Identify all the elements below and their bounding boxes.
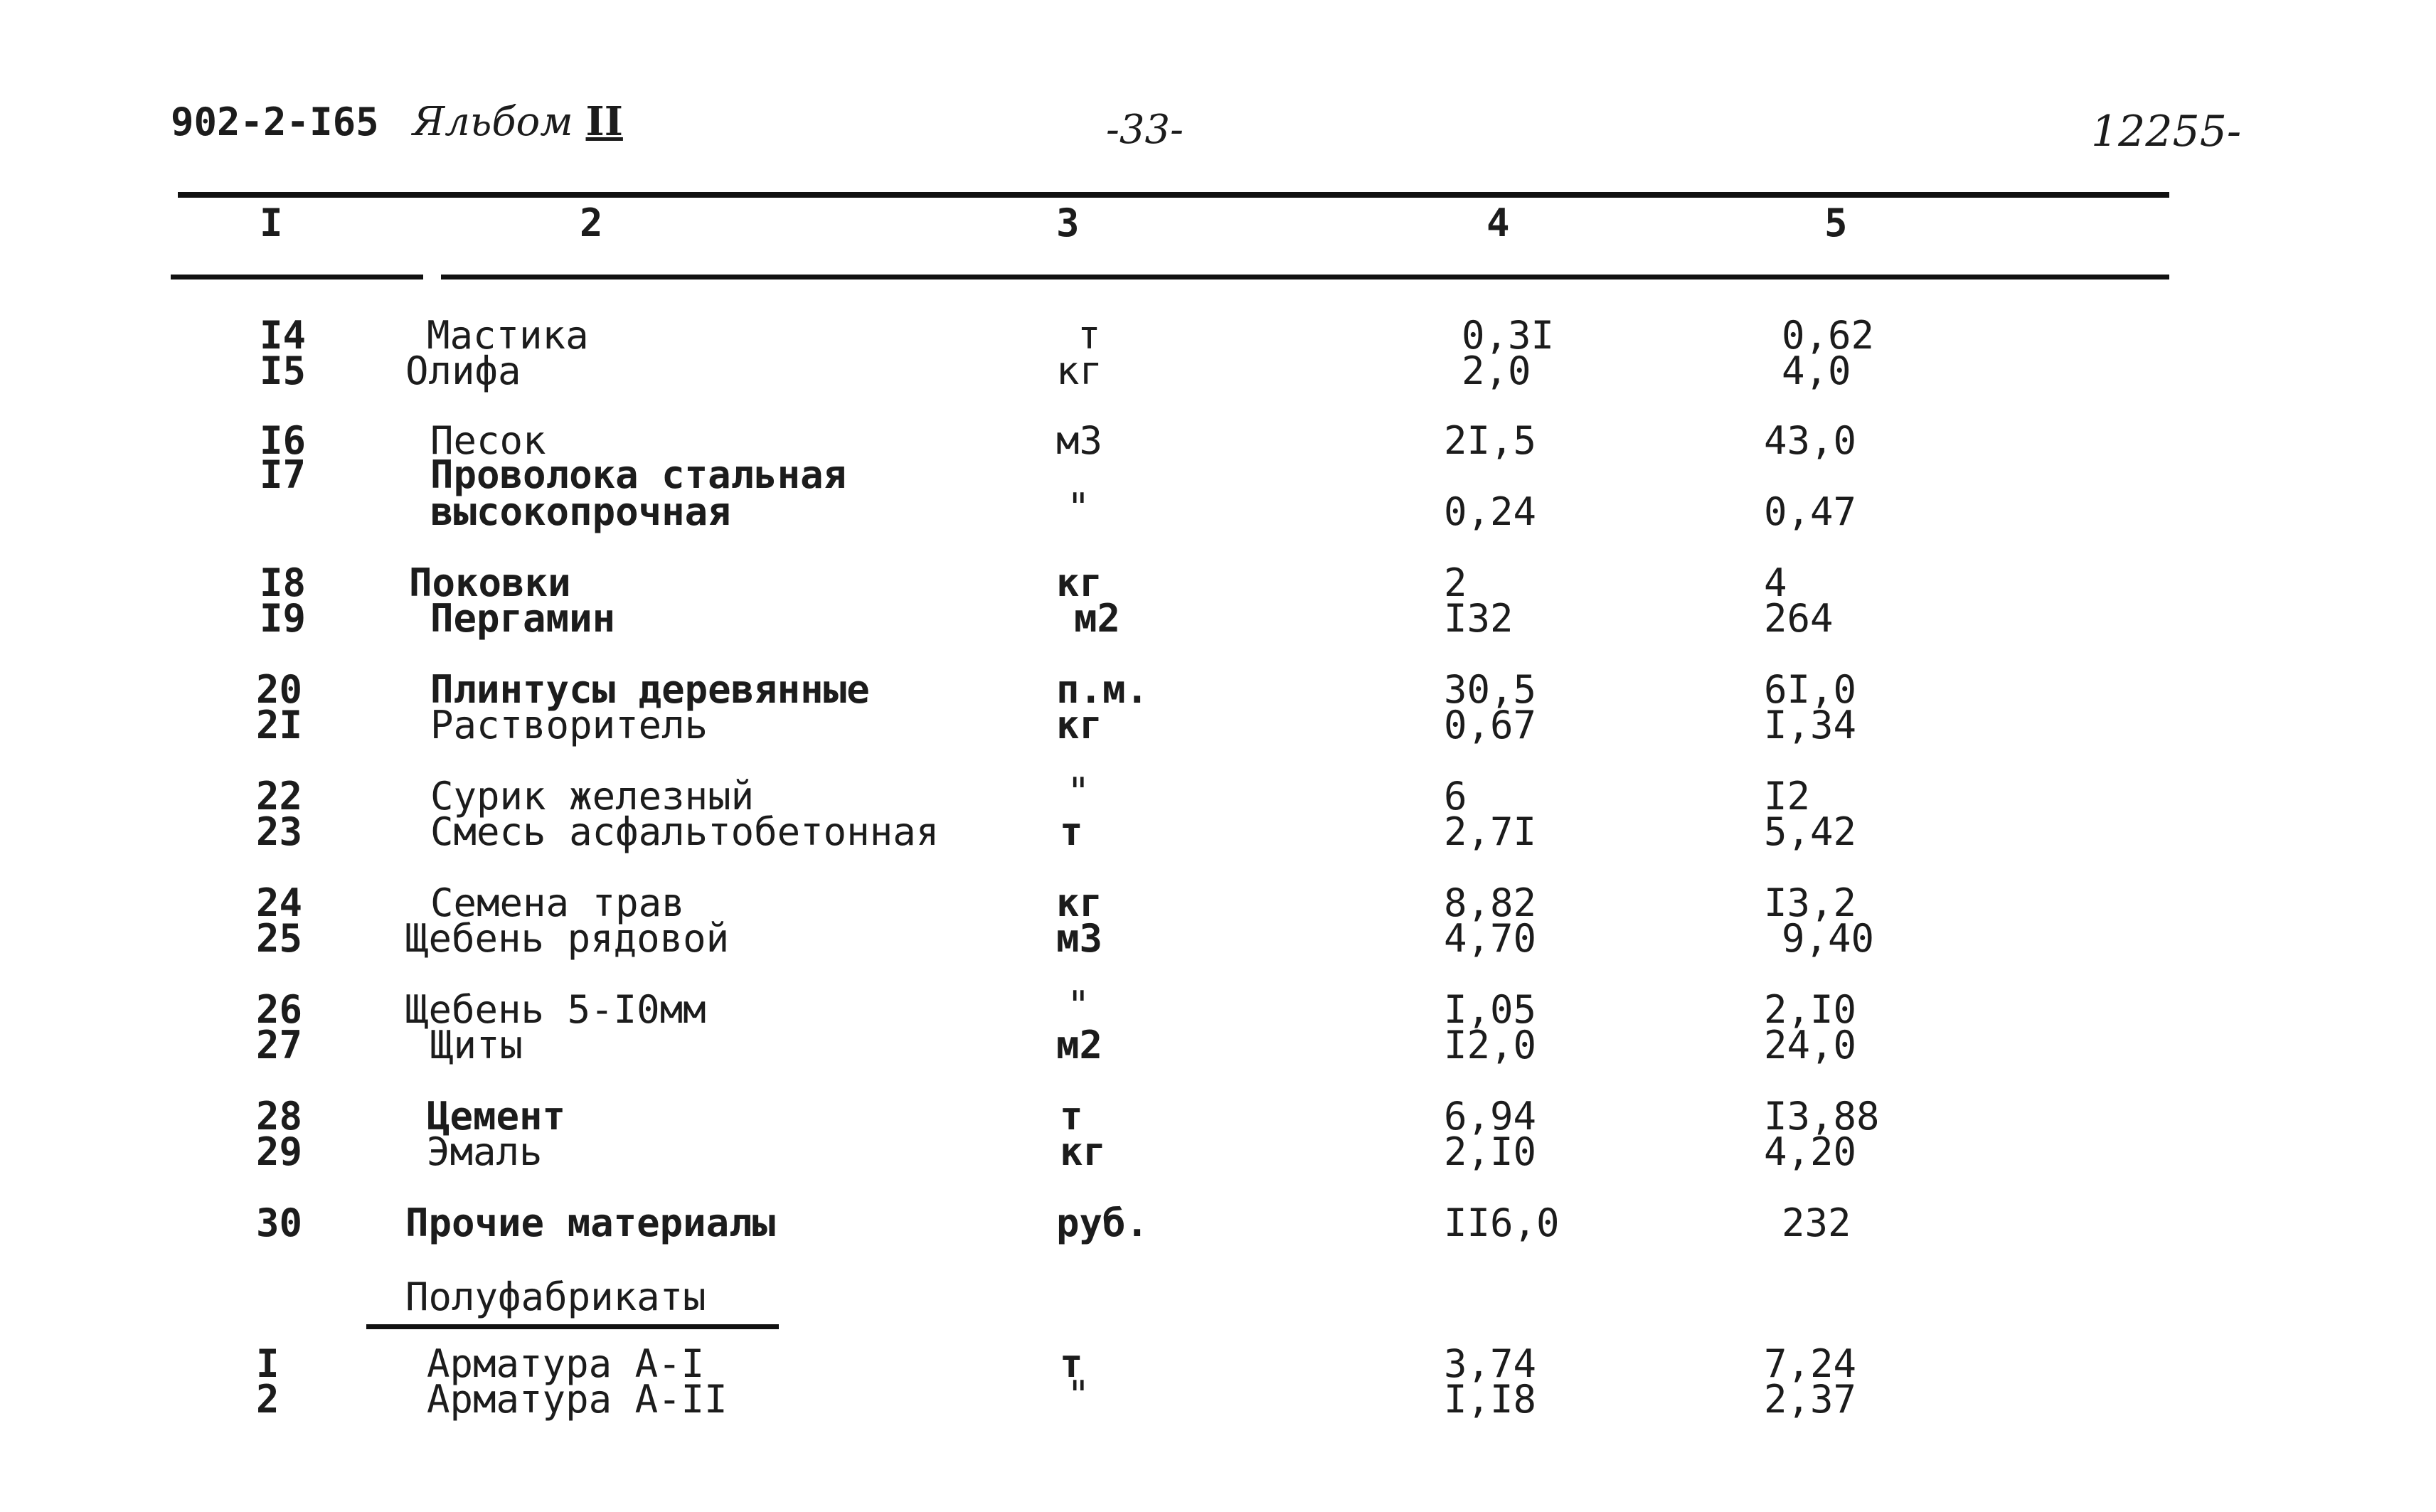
material-name: Арматура А-I [427,1341,705,1386]
header-bottom-rule-right [441,275,2169,279]
quantity-col5: 43,0 [1764,418,1857,463]
quantity-col5: 2,I0 [1764,987,1857,1032]
quantity-col4: I2,0 [1444,1023,1537,1068]
unit: п.м. [1056,667,1149,712]
section-title-underline [366,1324,779,1329]
row-number: I8 [260,560,307,605]
col-header-4: 4 [1486,201,1510,245]
quantity-col4: 2,0 [1462,348,1531,393]
quantity-col5: I2 [1764,774,1811,819]
section-title: Полуфабрикаты [405,1274,706,1319]
page-number: -33- [1106,107,1184,153]
unit: " [1067,485,1090,530]
quantity-col4: 6 [1444,774,1467,819]
material-name: Арматура А-II [427,1377,728,1422]
album-word: Яльбом [413,99,573,145]
row-number: I [256,1341,280,1386]
material-name: Щиты [430,1023,523,1068]
document-code: 902-2-I65 [171,100,379,144]
row-number: 28 [256,1094,303,1139]
unit: м3 [1056,418,1103,463]
quantity-col5: I3,2 [1764,880,1857,925]
unit: кг [1056,348,1103,393]
material-name: Пергамин [430,596,616,641]
quantity-col5: I,34 [1764,703,1857,747]
unit: " [1067,983,1090,1028]
quantity-col5: 7,24 [1764,1341,1857,1386]
quantity-col5: 2,37 [1764,1377,1857,1422]
quantity-col5: 4 [1764,560,1787,605]
quantity-col4: I,I8 [1444,1377,1537,1422]
quantity-col5: 232 [1782,1200,1851,1245]
row-number: I4 [260,313,307,358]
row-number: 2 [256,1377,280,1422]
quantity-col5: 4,0 [1782,348,1851,393]
material-name: Прочие материалы [405,1200,776,1245]
album-numeral: II [585,98,623,145]
row-number: 20 [256,667,303,712]
quantity-col5: 24,0 [1764,1023,1857,1068]
material-name: Мастика [427,313,589,358]
row-number: 22 [256,774,303,819]
quantity-col5: 6I,0 [1764,667,1857,712]
unit: " [1067,1373,1090,1417]
row-number: 26 [256,987,303,1032]
row-number: 23 [256,809,303,854]
unit: кг [1060,1129,1107,1174]
header-bottom-rule-left [171,275,423,279]
row-number: 24 [256,880,303,925]
unit: кг [1056,703,1103,747]
row-number: 30 [256,1200,303,1245]
material-name: Поковки [409,560,571,605]
quantity-col4: 4,70 [1444,916,1537,961]
material-name: Эмаль [427,1129,543,1174]
material-name: Сурик железный [430,774,755,819]
quantity-col5: 264 [1764,596,1834,641]
col-header-3: 3 [1056,201,1080,245]
quantity-col4: 2,7I [1444,809,1537,854]
material-name: Растворитель [430,703,708,747]
material-name-continued: высокопрочная [430,489,731,534]
quantity-col4: 3,74 [1444,1341,1537,1386]
row-number: I7 [260,452,307,497]
quantity-col4: I32 [1444,596,1514,641]
quantity-col5: 0,62 [1782,313,1875,358]
unit: м2 [1056,1023,1103,1068]
material-name: Семена трав [430,880,685,925]
quantity-col4: 2I,5 [1444,418,1537,463]
unit: кг [1056,560,1103,605]
material-name: Плинтусы деревянные [430,667,870,712]
quantity-col4: 0,67 [1444,703,1537,747]
col-header-2: 2 [580,201,603,245]
row-number: I5 [260,348,307,393]
unit: т [1060,1094,1083,1139]
material-name: Щебень рядовой [405,916,730,961]
row-number: 2I [256,703,303,747]
material-name: Щебень 5-I0мм [405,987,706,1032]
unit: руб. [1056,1200,1149,1245]
quantity-col4: 30,5 [1444,667,1537,712]
unit: т [1060,1341,1083,1386]
quantity-col5: 4,20 [1764,1129,1857,1174]
quantity-col5: 0,47 [1764,489,1857,534]
material-name: Цемент [427,1094,566,1139]
quantity-col5: 9,40 [1782,916,1875,961]
unit: " [1067,770,1090,814]
unit: м2 [1074,596,1121,641]
material-name: Проволока стальная [430,452,847,497]
row-number: 29 [256,1129,303,1174]
row-number: I9 [260,596,307,641]
material-name: Смесь асфальтобетонная [430,809,940,854]
quantity-col4: 0,24 [1444,489,1537,534]
quantity-col4: 2,I0 [1444,1129,1537,1174]
album-label [413,98,623,145]
quantity-col4: 2 [1444,560,1467,605]
archive-number: 12255- [2091,107,2242,156]
material-name: Олифа [405,348,521,393]
quantity-col4: I,05 [1444,987,1537,1032]
quantity-col4: II6,0 [1444,1200,1560,1245]
quantity-col4: 0,3I [1462,313,1555,358]
unit: т [1060,809,1083,854]
quantity-col4: 6,94 [1444,1094,1537,1139]
quantity-col4: 8,82 [1444,880,1537,925]
row-number: 27 [256,1023,303,1068]
quantity-col5: 5,42 [1764,809,1857,854]
quantity-col5: I3,88 [1764,1094,1880,1139]
row-number: I6 [260,418,307,463]
unit: кг [1056,880,1103,925]
col-header-1: I [260,201,283,245]
top-rule [178,192,2169,198]
col-header-5: 5 [1824,201,1848,245]
material-name: Песок [430,418,546,463]
row-number: 25 [256,916,303,961]
unit: т [1078,313,1101,358]
unit: м3 [1056,916,1103,961]
